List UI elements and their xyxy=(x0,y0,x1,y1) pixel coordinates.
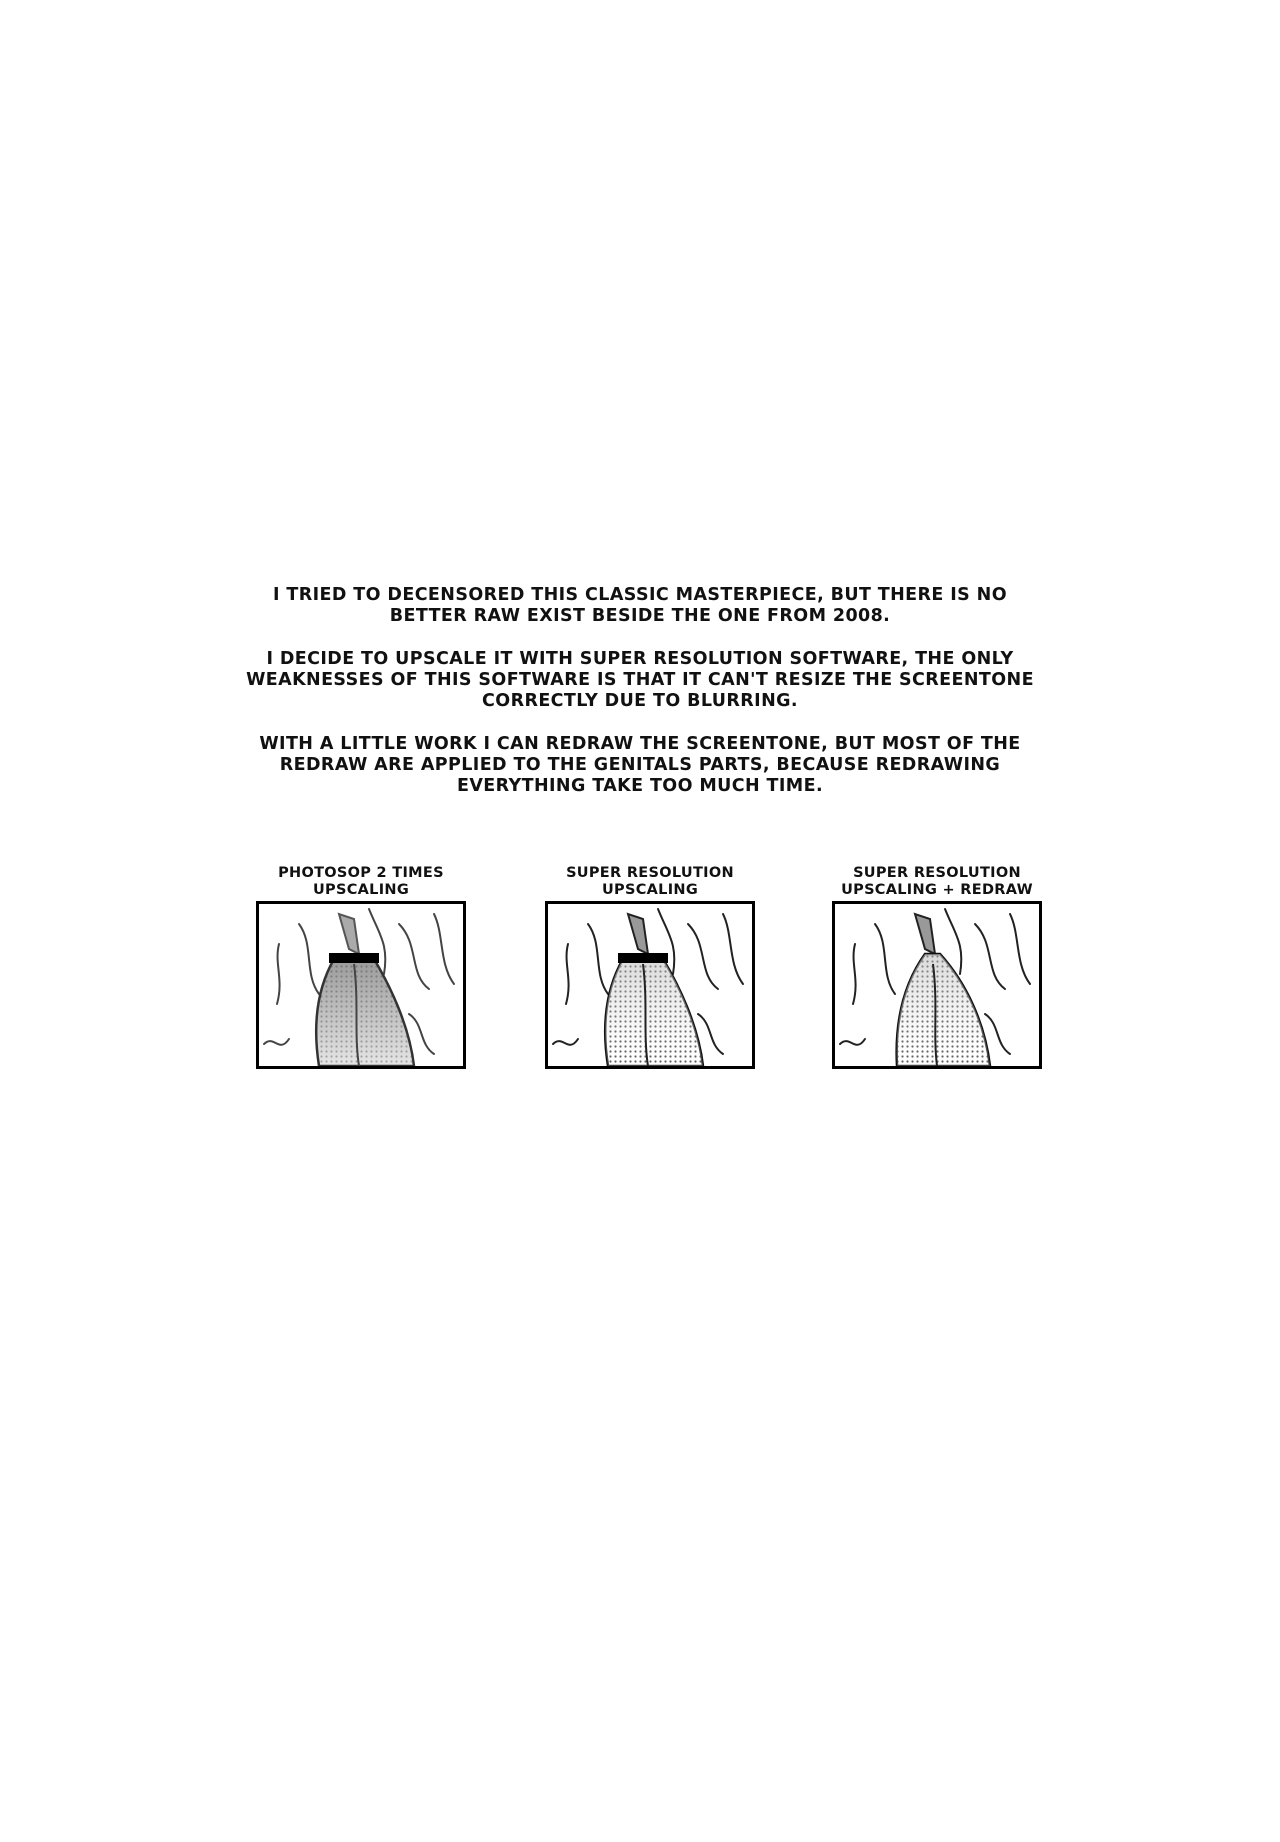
manga-panel-image xyxy=(545,901,755,1069)
note-paragraph: WITH A LITTLE WORK I CAN REDRAW THE SCREENTONE, BUT MOST OF THE REDRAW ARE APPLIED TO THE GENITALS PARTS, BECAUSE REDRAWING EVERYTHING TAKE TOO MUCH TIME. xyxy=(259,734,1021,796)
note-paragraph: I DECIDE TO UPSCALE IT WITH SUPER RESOLUTION SOFTWARE, THE ONLY WEAKNESSES OF THIS SOFTWARE IS THAT IT CAN'T RESIZE THE SCREENTONE CORRECTLY DUE TO BLURRING. xyxy=(246,649,1034,711)
notes xyxy=(240,585,1040,819)
manga-panel-image xyxy=(256,901,466,1069)
manga-panel-image xyxy=(832,901,1042,1069)
comparison-panel xyxy=(545,865,755,1069)
comparison-panel xyxy=(256,865,466,1069)
comparison-panel xyxy=(832,865,1042,1069)
panel-caption: SUPER RESOLUTION UPSCALING + REDRAW xyxy=(841,865,1033,898)
panel-caption: SUPER RESOLUTION UPSCALING xyxy=(566,865,734,898)
panel-caption: PHOTOSOP 2 TIMES UPSCALING xyxy=(278,865,444,898)
note-paragraph: I TRIED TO DECENSORED THIS CLASSIC MASTERPIECE, BUT THERE IS NO BETTER RAW EXIST BESIDE THE ONE FROM 2008. xyxy=(273,585,1007,626)
